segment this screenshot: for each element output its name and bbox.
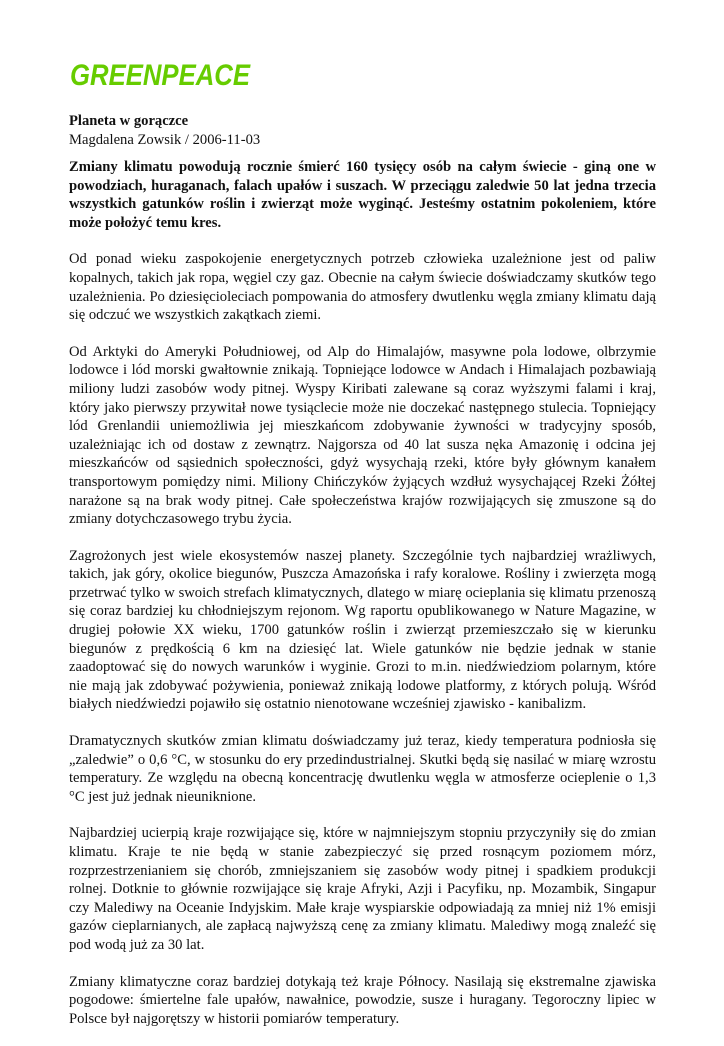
article-paragraph: Dramatycznych skutków zmian klimatu doświadczamy już teraz, kiedy temperatura podniosła się „zaledwie” o 0,6 °C, w stosunku do ery przedindustrialnej. Skutki będą się nasilać w miarę wzrostu temperatury. Ze względu na obecną koncentrację dwutlenku węgla w atmosferze ocieplenie o 1,3 °C jest już jednak nieuniknione. xyxy=(69,733,656,805)
greenpeace-logo xyxy=(69,58,656,92)
article-paragraph: Od Arktyki do Ameryki Południowej, od Alp do Himalajów, masywne pola lodowe, olbrzymie lodowce i lód morski gwałtownie znikają. Topniejące lodowce w Andach i Himalajach pozbawiają miliony ludzi zasobów wody pitnej. Wyspy Kiribati zalewane są coraz wyższymi falami i kraj, który jako pierwszy przywitał nowe tysiąclecie może nie doczekać następnego stulecia. Topniejący lód Grenlandii uniemożliwia jej mieszkańcom zdobywanie żywności w tradycyjny sposób, uzależniając ich od dostaw z zewnątrz. Najgorsza od 40 lat susza nęka Amazonię i odcina jej mieszkańców od sąsiednich społeczności, gdyż wysychają rzeki, które były głównym kanałem transportowym pomiędzy nimi. Miliony Chińczyków żyjących wzdłuż wysychającej Rzeki Żółtej narażone są na brak wody pitnej. Całe społeczeństwa krajów rozwijających się zmuszone są do zmiany dotychczasowego trybu życia. xyxy=(69,343,656,528)
article-byline: Magdalena Zowsik / 2006-11-03 xyxy=(69,132,261,148)
article-title: Planeta w gorączce xyxy=(69,113,189,129)
article-paragraph: Zagrożonych jest wiele ekosystemów naszej planety. Szczególnie tych najbardziej wrażliwych, takich, jak góry, okolice biegunów, Puszcza Amazońska i rafy koralowe. Rośliny i zwierzęta mogą przetrwać tylko w swoich strefach klimatycznych, dlatego w miarę ocieplania się klimatu przenoszą się coraz bardziej ku chłodniejszym rejonom. Wg raportu opublikowanego w Nature Magazine, w drugiej połowie XX wieku, 1700 gatunków roślin i zwierząt przemieszczało się w kierunku biegunów z prędkością 6 km na dziesięć lat. Wiele gatunków nie będzie jednak w stanie zaadoptować się do nowych warunków i wyginie. Grozi to m.in. niedźwiedziom polarnym, które nie mają jak zdobywać pożywienia, ponieważ znikają lodowe platformy, z których polują. Wśród białych niedźwiedzi pojawiło się ostatnio nienotowane wcześniej zjawisko - kanibalizm. xyxy=(69,547,656,713)
article-paragraph: Zmiany klimatyczne coraz bardziej dotykają też kraje Północy. Nasilają się ekstremalne zjawiska pogodowe: śmiertelne fale upałów, nawałnice, powodzie, susze i huragany. Tegoroczny lipiec w Polsce był najgorętszy w historii pomiarów temperatury. xyxy=(69,973,656,1027)
greenpeace-logo-image xyxy=(69,58,253,92)
svg-text:GREENPEACE: GREENPEACE xyxy=(70,59,251,92)
document-page xyxy=(69,58,656,1046)
article-paragraph: Najbardziej ucierpią kraje rozwijające się, które w najmniejszym stopniu przyczyniły się do zmian klimatu. Kraje te nie będą w stanie zabezpieczyć się przed rosnącym poziomem mórz, rozprzestrzenianiem się chorób, zmniejszaniem się zasobów wody pitnej i spadkiem produkcji rolnej. Dotknie to głównie rozwijające się kraje Afryki, Azji i Pacyfiku, np. Mozambik, Singapur czy Malediwy na Oceanie Indyjskim. Małe kraje wyspiarskie odpowiadają za mniej niż 1% emisji gazów cieplarnianych, ale zapłacą najwyższą cenę za zmiany klimatu. Malediwy mogą znaleźć się pod wodą już za 30 lat. xyxy=(69,825,656,953)
article-paragraph: Od ponad wieku zaspokojenie energetycznych potrzeb człowieka uzależnione jest od paliw kopalnych, takich jak ropa, węgiel czy gaz. Obecnie na całym świecie doświadczamy skutków tego uzależnienia. Po dziesięcioleciach pompowania do atmosfery dwutlenku węgla zmiany klimatu dają się odczuć we wszystkich zakątkach ziemi. xyxy=(69,251,656,324)
article-lead: Zmiany klimatu powodują rocznie śmierć 160 tysięcy osób na całym świecie - giną one w powodziach, huraganach, falach upałów i suszach. W przeciągu zaledwie 50 lat jedna trzecia wszystkich gatunków roślin i zwierząt może wyginąć. Jesteśmy ostatnim pokoleniem, które może położyć temu kres. xyxy=(69,159,656,231)
